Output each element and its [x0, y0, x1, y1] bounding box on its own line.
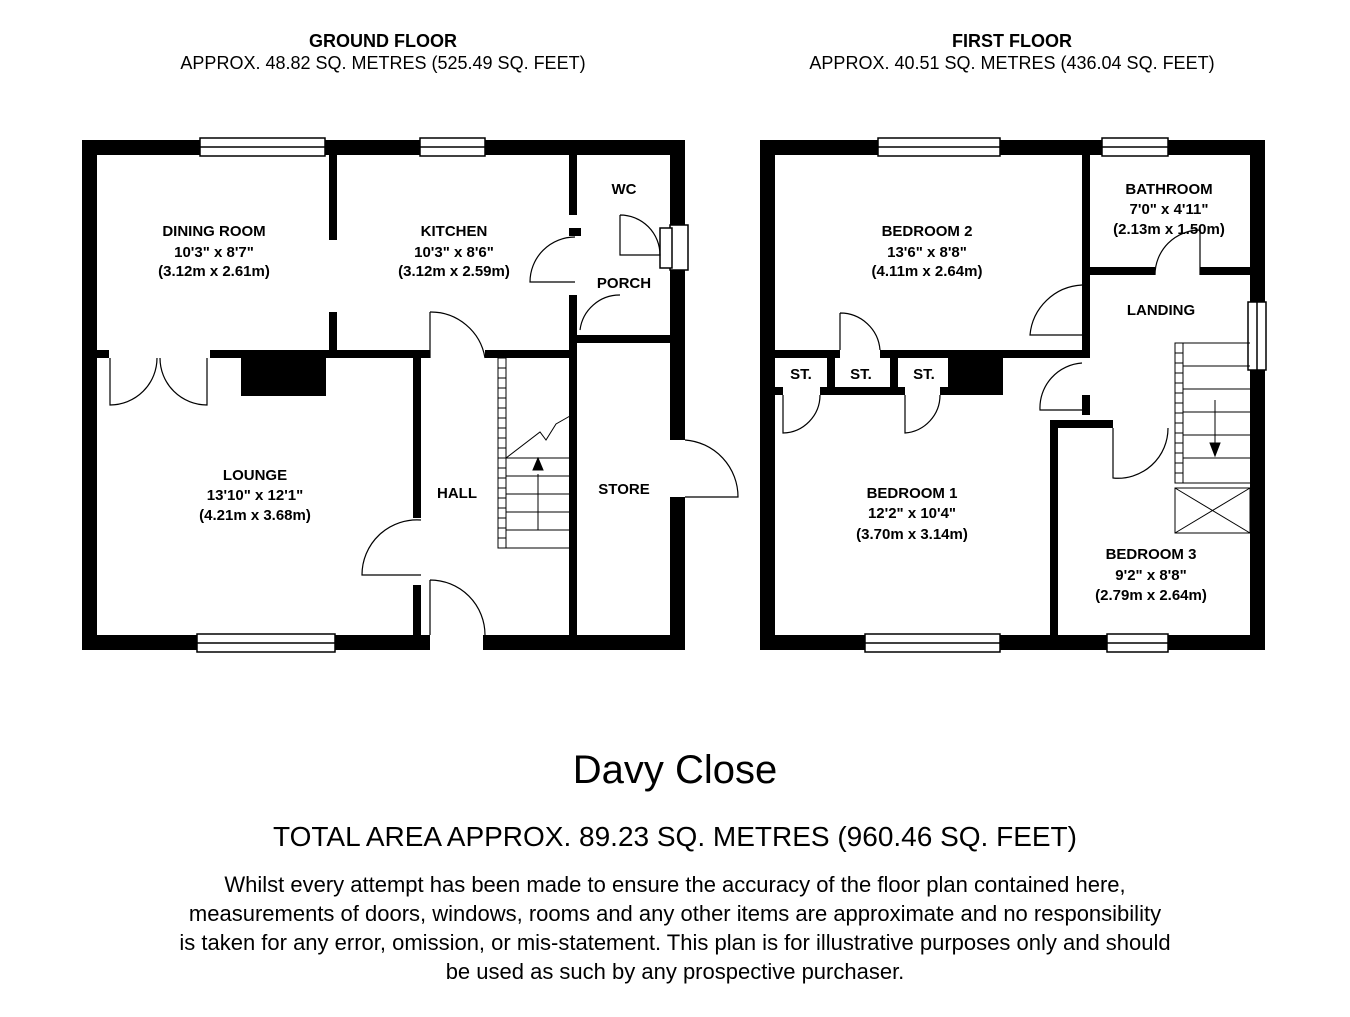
ground-floor-area: APPROX. 48.82 SQ. METRES (525.49 SQ. FEET) — [180, 53, 586, 73]
bedroom-1-imperial: 12'2" x 10'4" — [867, 505, 957, 522]
wc-name: WC — [611, 181, 637, 198]
disclaimer-line-4: be used as such by any prospective purchaser. — [445, 959, 905, 984]
first-floor-area: APPROX. 40.51 SQ. METRES (436.04 SQ. FEET) — [809, 53, 1215, 73]
bedroom-2-metric: (4.11m x 2.64m) — [871, 263, 983, 280]
dining-room-name: DINING ROOM — [162, 223, 266, 240]
disclaimer-line-1: Whilst every attempt has been made to ensure the accuracy of the floor plan contained here, — [224, 872, 1126, 897]
total-area: TOTAL AREA APPROX. 89.23 SQ. METRES (960.46 SQ. FEET) — [272, 821, 1077, 852]
bedroom-3-name: BEDROOM 3 — [1105, 546, 1197, 563]
lounge-name: LOUNGE — [222, 467, 288, 484]
bathroom-imperial: 7'0" x 4'11" — [1129, 201, 1209, 218]
hall-name: HALL — [437, 485, 477, 502]
disclaimer-line-3: is taken for any error, omission, or mis-statement. This plan is for illustrative purposes only and should — [179, 930, 1171, 955]
disclaimer-line-2: measurements of doors, windows, rooms and any other items are approximate and no responsibility — [188, 901, 1162, 926]
bedroom-3-metric: (2.79m x 2.64m) — [1095, 587, 1207, 604]
first-floor-title: FIRST FLOOR — [952, 31, 1072, 51]
disclaimer — [100, 870, 1250, 986]
bathroom-metric: (2.13m x 1.50m) — [1113, 221, 1225, 238]
landing-name: LANDING — [1126, 302, 1196, 319]
kitchen-imperial: 10'3" x 8'6" — [414, 244, 494, 261]
bedroom-1-name: BEDROOM 1 — [866, 485, 958, 502]
bedroom-1-metric: (3.70m x 3.14m) — [856, 526, 968, 543]
bedroom-3-imperial: 9'2" x 8'8" — [1115, 567, 1187, 584]
kitchen-metric: (3.12m x 2.59m) — [398, 263, 510, 280]
bathroom-name: BATHROOM — [1125, 181, 1213, 198]
store-name: STORE — [598, 481, 650, 498]
property-name: Davy Close — [572, 748, 778, 792]
first-floor-stairs — [1175, 343, 1250, 533]
bedroom-2-imperial: 13'6" x 8'8" — [887, 244, 967, 261]
lounge-metric: (4.21m x 3.68m) — [199, 507, 311, 524]
store-cupboard-3-name: ST. — [913, 366, 935, 383]
ground-floor-stairs — [498, 358, 570, 548]
dining-room-metric: (3.12m x 2.61m) — [158, 263, 270, 280]
store-cupboard-1-name: ST. — [790, 366, 812, 383]
store-cupboard-2-name: ST. — [850, 366, 872, 383]
kitchen-name: KITCHEN — [420, 223, 488, 240]
porch-name: PORCH — [596, 275, 652, 292]
bedroom-2-name: BEDROOM 2 — [881, 223, 973, 240]
ground-floor-walls — [82, 140, 685, 650]
dining-room-imperial: 10'3" x 8'7" — [174, 244, 254, 261]
lounge-imperial: 13'10" x 12'1" — [206, 487, 304, 504]
ground-floor-title: GROUND FLOOR — [309, 31, 457, 51]
